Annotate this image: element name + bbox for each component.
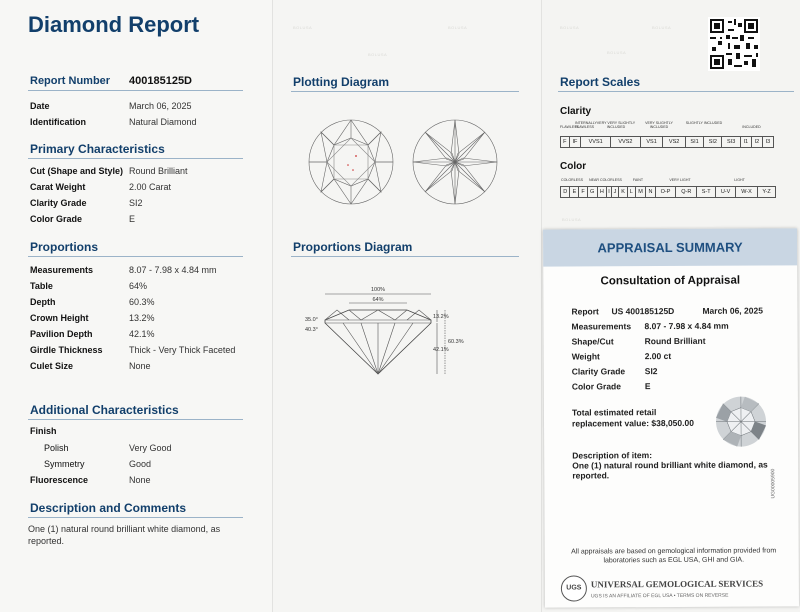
pavilion-angle-label: 40.3° — [305, 327, 318, 333]
scale-grade-cell: O-P — [655, 187, 675, 198]
row-label: Report — [571, 306, 599, 317]
appraisal-footer: All appraisals are based on gemological information provided from laboratories such as EGL USA, GHI and GIA. — [571, 547, 777, 565]
scales-heading: Report Scales — [560, 75, 641, 89]
total-label: 100% — [370, 287, 386, 293]
watermark: BOLUSA — [560, 25, 580, 30]
scale-grade-cell: N — [646, 187, 655, 198]
scale-grade-cell: M — [635, 187, 646, 198]
scale-grade-cell: J — [611, 187, 618, 198]
row-label: Symmetry — [44, 459, 85, 469]
pavilion-depth-label: 42.1% — [433, 347, 449, 353]
watermark: BOLUSA — [607, 50, 627, 55]
row-value: US 400185125D — [611, 305, 675, 317]
row-value: E — [644, 381, 651, 392]
report-date: March 06, 2025 — [702, 305, 763, 316]
description-text: One (1) natural round brilliant white diamond, as reported. — [572, 459, 768, 481]
proportions-heading: Proportions — [30, 240, 98, 254]
appraisal-header: APPRAISAL SUMMARY — [543, 228, 797, 266]
scale-grade-cell: G — [587, 187, 597, 198]
row-value: 2.00 Carat — [129, 182, 172, 192]
proportions-diagram-svg — [303, 282, 503, 382]
row-value: 60.3% — [129, 297, 155, 307]
scale-grade-cell: H — [597, 187, 606, 198]
row-value: 42.1% — [129, 329, 155, 339]
row-label: Clarity Grade — [30, 198, 87, 208]
divider — [291, 256, 519, 257]
scale-grade-cell: K — [619, 187, 628, 198]
description-text: One (1) natural round brilliant white diamond, as reported. — [28, 524, 221, 546]
info-value: March 06, 2025 — [129, 101, 192, 111]
clarity-group: VERY SLIGHTLY INCLUDED — [645, 121, 673, 129]
pavilion-view — [413, 120, 497, 204]
scale-grade-cell: SI3 — [722, 137, 740, 148]
primary-heading: Primary Characteristics — [30, 142, 165, 156]
scale-grade-cell: VVS2 — [611, 137, 641, 148]
row-label: Shape/Cut — [571, 336, 614, 347]
divider — [28, 90, 243, 91]
scale-grade-cell: F — [561, 137, 570, 148]
clarity-heading: Clarity — [560, 106, 592, 117]
row-value: Round Brilliant — [644, 335, 706, 347]
clarity-group: SLIGHTLY INCLUDED — [685, 121, 723, 125]
row-value: Thick - Very Thick Faceted — [129, 345, 236, 355]
scale-grade-cell: U-V — [716, 187, 736, 198]
row-value: Very Good — [129, 443, 172, 453]
row-label: Weight — [571, 351, 600, 362]
divider — [28, 517, 243, 518]
row-label: Table — [30, 281, 53, 291]
scale-grade-cell: L — [627, 187, 635, 198]
finish-label: Finish — [30, 426, 57, 436]
row-label: Carat Weight — [30, 182, 86, 192]
ugs-logo: UGS — [561, 575, 587, 601]
scale-grade-cell: I — [607, 187, 612, 198]
divider — [28, 158, 243, 159]
divider — [558, 91, 794, 92]
clarity-group: INTERNALLY FLAWLESS — [575, 121, 597, 129]
row-value: Round Brilliant — [129, 166, 188, 176]
scale-grade-cell: VS1 — [640, 137, 663, 148]
row-label: Measurements — [571, 321, 632, 332]
row-label: Pavilion Depth — [30, 329, 93, 339]
row-value: 8.07 - 7.98 x 4.84 mm — [644, 320, 729, 332]
row-label: Crown Height — [30, 313, 89, 323]
scale-grade-cell: F — [579, 187, 587, 198]
watermark: BOLUSA — [368, 52, 388, 57]
row-label: Cut (Shape and Style) — [30, 166, 124, 176]
row-label: Color Grade — [30, 214, 83, 224]
color-heading: Color — [560, 161, 587, 172]
scale-grade-cell: Q-R — [676, 187, 697, 198]
plotting-diagram-svg — [303, 112, 513, 212]
color-scale — [560, 186, 776, 198]
appraisal-card — [543, 228, 799, 607]
company-name: UNIVERSAL GEMOLOGICAL SERVICES — [590, 578, 764, 590]
clarity-group: FLAWLESS — [560, 125, 580, 129]
row-value: 8.07 - 7.98 x 4.84 mm — [129, 265, 217, 275]
row-value: 2.00 ct — [644, 350, 672, 362]
appraisal-subtitle: Consultation of Appraisal — [600, 274, 741, 288]
info-value: Natural Diamond — [129, 117, 197, 127]
watermark: BOLUSA — [448, 25, 468, 30]
scale-grade-cell: I3 — [762, 137, 773, 148]
row-value: None — [129, 475, 151, 485]
row-value: E — [129, 214, 136, 224]
color-group: COLORLESS — [561, 178, 583, 182]
color-group: LIGHT — [734, 178, 745, 182]
row-label: Fluorescence — [30, 475, 89, 485]
serial-number: UG00005900 — [770, 468, 777, 499]
table-label: 64% — [372, 297, 384, 303]
proportions-diagram-heading: Proportions Diagram — [293, 240, 413, 254]
crown-view — [309, 120, 393, 204]
additional-heading: Additional Characteristics — [30, 403, 179, 417]
row-label: Culet Size — [30, 361, 74, 371]
row-value: SI2 — [644, 366, 658, 377]
color-group: FAINT — [632, 178, 644, 182]
retail-line1: Total estimated retail — [571, 407, 657, 418]
row-value: 13.2% — [129, 313, 155, 323]
info-label: Identification — [30, 117, 86, 127]
scale-grade-cell: E — [570, 187, 579, 198]
scale-grade-cell: Y-Z — [758, 187, 776, 198]
divider — [28, 419, 243, 420]
qr-code — [708, 17, 760, 71]
row-label: Depth — [30, 297, 56, 307]
plotting-heading: Plotting Diagram — [293, 75, 390, 89]
row-label: Color Grade — [571, 381, 621, 392]
retail-line2: replacement value: $38,050.00 — [572, 417, 694, 429]
row-value: SI2 — [129, 198, 143, 208]
row-label: Polish — [44, 443, 69, 453]
report-number-label: Report Number — [30, 75, 111, 87]
watermark: BOLUSA — [652, 25, 672, 30]
scale-grade-cell: W-X — [736, 187, 758, 198]
scale-grade-cell: S-T — [697, 187, 716, 198]
report-panel-left — [0, 0, 272, 612]
info-label: Date — [30, 101, 50, 111]
clarity-group: VERY VERY SLIGHTLY INCLUDED — [596, 121, 636, 129]
color-group: NEAR COLORLESS — [589, 178, 622, 182]
depth-label: 60.3% — [448, 339, 464, 345]
scale-grade-cell: SI2 — [704, 137, 722, 148]
company-tagline: UGS IS AN AFFILIATE OF EGL USA • TERMS ON REVERSE — [590, 592, 729, 600]
scale-grade-cell: VS2 — [663, 137, 686, 148]
row-value: Good — [129, 459, 152, 469]
qr-code-icon — [708, 17, 760, 71]
scale-grade-cell: VVS1 — [581, 137, 611, 148]
scale-grade-cell: I1 — [740, 137, 751, 148]
divider — [291, 91, 519, 92]
watermark: BOLUSA — [562, 217, 582, 222]
row-label: Clarity Grade — [571, 366, 626, 377]
row-value: 64% — [129, 281, 148, 291]
scale-grade-cell: D — [561, 187, 570, 198]
color-group: VERY LIGHT — [669, 178, 691, 182]
clarity-scale — [560, 136, 774, 148]
crown-height-label: 13.2% — [433, 314, 449, 320]
row-label: Girdle Thickness — [30, 345, 103, 355]
clarity-group: INCLUDED — [742, 125, 761, 129]
scale-grade-cell: I2 — [751, 137, 762, 148]
row-label: Measurements — [30, 265, 94, 275]
page-title: Diamond Report — [28, 12, 200, 37]
description-heading: Description and Comments — [30, 501, 187, 515]
divider — [28, 256, 243, 257]
scale-grade-cell: IF — [569, 137, 581, 148]
watermark: BOLUSA — [293, 25, 313, 30]
description-label: Description of item: — [572, 450, 653, 461]
diamond-photo — [714, 394, 768, 448]
crown-angle-label: 35.0° — [305, 317, 318, 323]
diagram-panel — [272, 0, 541, 612]
row-value: None — [129, 361, 151, 371]
report-number-value: 400185125D — [129, 75, 193, 87]
scale-grade-cell: SI1 — [685, 137, 703, 148]
